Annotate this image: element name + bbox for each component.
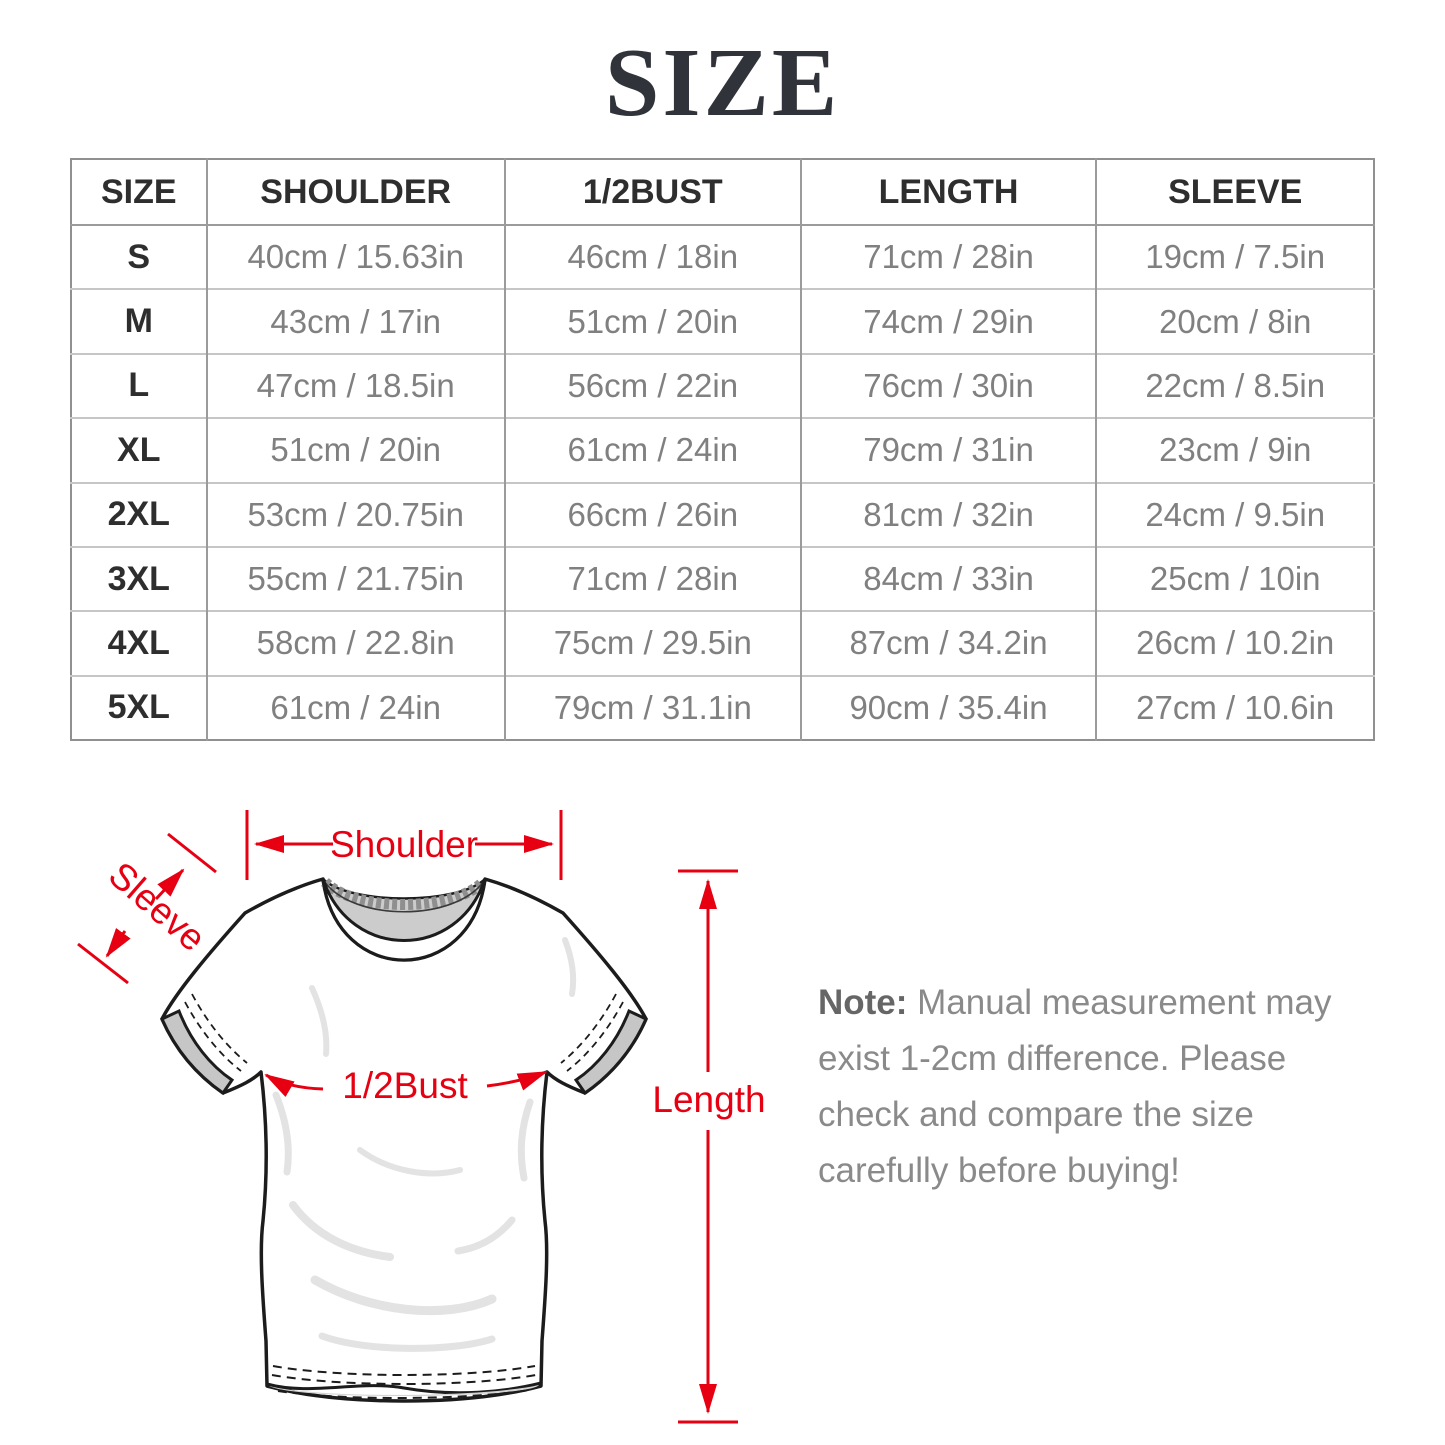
measurement-cell: 90cm / 35.4in xyxy=(801,676,1097,740)
measurement-cell: 74cm / 29in xyxy=(801,289,1097,353)
measurement-cell: 76cm / 30in xyxy=(801,354,1097,418)
measurement-cell: 66cm / 26in xyxy=(505,483,801,547)
measurement-cell: 27cm / 10.6in xyxy=(1096,676,1374,740)
column-header: SIZE xyxy=(100,172,177,211)
measurement-cell: 61cm / 24in xyxy=(207,676,505,740)
note-label: Note: xyxy=(818,983,908,1022)
measurement-cell: 71cm / 28in xyxy=(801,225,1097,289)
header-row xyxy=(71,159,1374,225)
measurement-cell: 22cm / 8.5in xyxy=(1096,354,1374,418)
measurement-cell: 20cm / 8in xyxy=(1096,289,1374,353)
column-header: LENGTH xyxy=(801,159,1097,225)
measurement-cell: 26cm / 10.2in xyxy=(1096,611,1374,675)
table-row xyxy=(71,676,1374,740)
measurement-cell: 51cm / 20in xyxy=(207,418,505,482)
measurement-cell: 87cm / 34.2in xyxy=(801,611,1097,675)
size-cell: M xyxy=(71,289,207,353)
size-table-body xyxy=(71,225,1374,740)
page-title: SIZE xyxy=(604,29,841,137)
measurement-cell: 56cm / 22in xyxy=(505,354,801,418)
note-text: Manual measurement may exist 1-2cm difference. Please check and compare the size carefully before buying! xyxy=(818,983,1332,1190)
measurement-cell: 40cm / 15.63in xyxy=(207,225,505,289)
measurement-cell: 51cm / 20in xyxy=(505,289,801,353)
shoulder-annotation xyxy=(247,810,561,880)
measurement-cell: 75cm / 29.5in xyxy=(505,611,801,675)
sleeve-annotation xyxy=(78,834,216,983)
measurement-cell: 25cm / 10in xyxy=(1096,547,1374,611)
column-header: SHOULDER xyxy=(207,159,505,225)
measurement-cell: 43cm / 17in xyxy=(207,289,505,353)
measurement-cell: 79cm / 31in xyxy=(801,418,1097,482)
measurement-cell: 46cm / 18in xyxy=(505,225,801,289)
tshirt-diagram xyxy=(60,780,780,1440)
measurement-cell: 79cm / 31.1in xyxy=(505,676,801,740)
table-row xyxy=(71,483,1374,547)
measurement-cell: 19cm / 7.5in xyxy=(1096,225,1374,289)
table-row xyxy=(71,611,1374,675)
note xyxy=(818,975,1348,1199)
size-cell: 4XL xyxy=(71,611,207,675)
measurement-cell: 84cm / 33in xyxy=(801,547,1097,611)
size-cell: 5XL xyxy=(71,676,207,740)
size-cell: XL xyxy=(71,418,207,482)
measurement-cell: 47cm / 18.5in xyxy=(207,354,505,418)
size-cell: 2XL xyxy=(71,483,207,547)
table-row xyxy=(71,354,1374,418)
table-row xyxy=(71,547,1374,611)
measurement-cell: 58cm / 22.8in xyxy=(207,611,505,675)
size-cell: 3XL xyxy=(71,547,207,611)
size-table xyxy=(70,158,1375,741)
table-row xyxy=(71,225,1374,289)
table-row xyxy=(71,289,1374,353)
shoulder-label: Shoulder xyxy=(329,824,479,865)
column-header: SLEEVE xyxy=(1096,159,1374,225)
measurement-cell: 61cm / 24in xyxy=(505,418,801,482)
tshirt-drawing xyxy=(162,879,646,1401)
measurement-cell: 24cm / 9.5in xyxy=(1096,483,1374,547)
table-row xyxy=(71,418,1374,482)
size-cell: L xyxy=(71,354,207,418)
length-annotation xyxy=(652,871,765,1422)
measurement-cell: 23cm / 9in xyxy=(1096,418,1374,482)
measurement-cell: 53cm / 20.75in xyxy=(207,483,505,547)
column-header: 1/2BUST xyxy=(505,159,801,225)
length-label: Length xyxy=(652,1079,766,1120)
sleeve-label: Sleeve xyxy=(101,853,214,960)
size-table-header xyxy=(71,159,1374,225)
measurement-cell: 55cm / 21.75in xyxy=(207,547,505,611)
size-cell: S xyxy=(71,225,207,289)
measurement-cell: 71cm / 28in xyxy=(505,547,801,611)
measurement-cell: 81cm / 32in xyxy=(801,483,1097,547)
half-bust-label: 1/2Bust xyxy=(342,1065,468,1106)
